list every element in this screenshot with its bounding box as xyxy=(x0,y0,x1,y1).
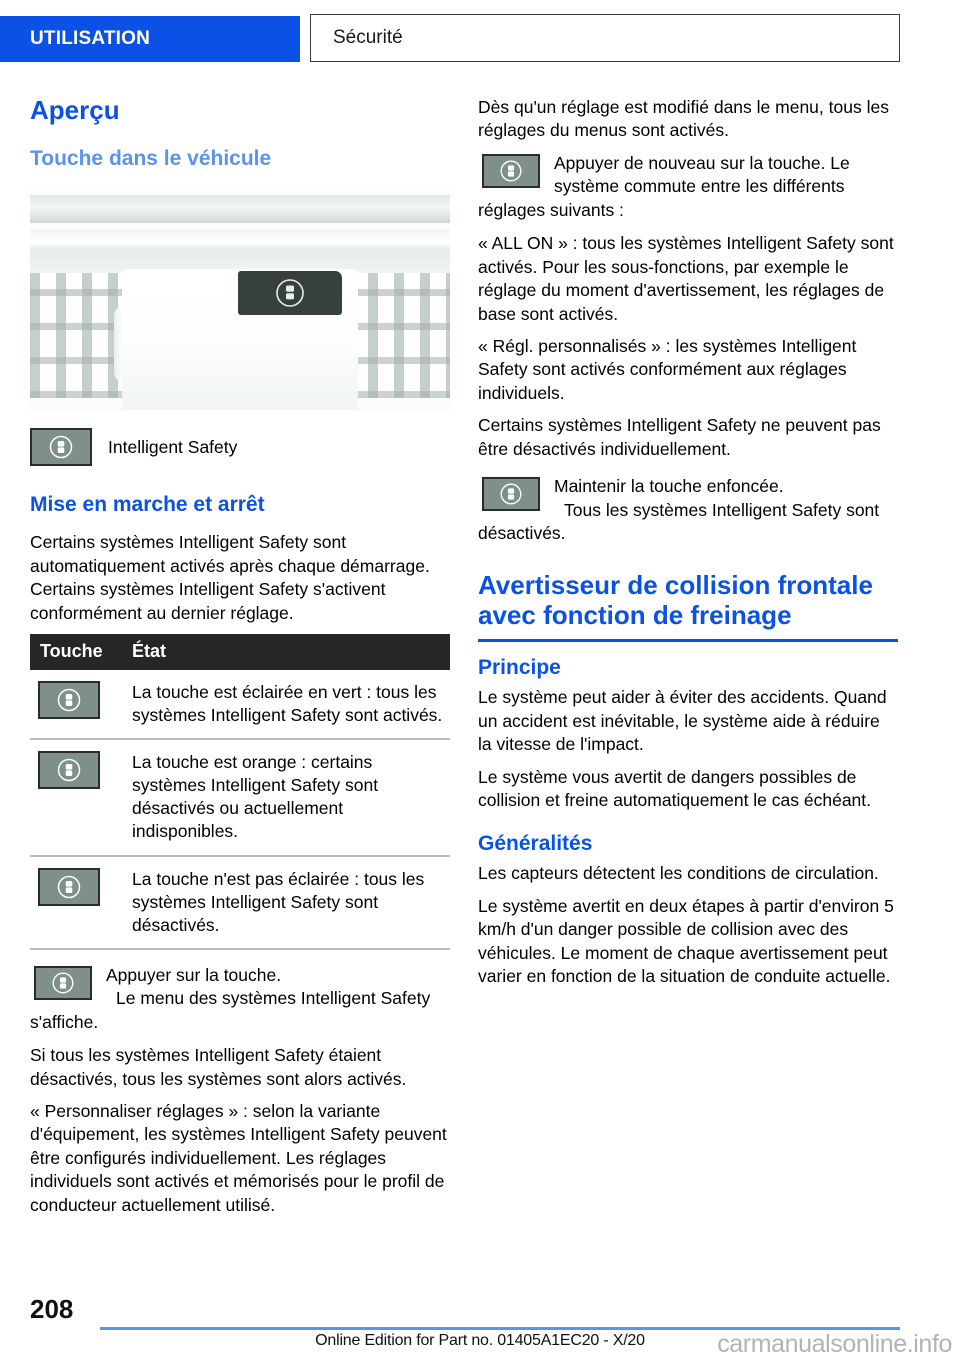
table-cell-icon xyxy=(30,856,122,949)
page-footer xyxy=(0,1290,960,1362)
table-row xyxy=(30,739,450,855)
after-step-paragraph-1: Si tous les systèmes Intelligent Safety étaient désactivés, tous les systèmes sont alors activés. xyxy=(30,1045,407,1089)
header-tab-utilisation[interactable]: UTILISATION xyxy=(0,16,300,62)
subsection-title-principe: Principe xyxy=(478,656,561,680)
step-action-text: Appuyer sur la touche. xyxy=(106,964,282,985)
dashboard-button-strip xyxy=(238,271,342,315)
section-title-mise-en-marche: Mise en marche et arrêt xyxy=(30,493,265,517)
startstop-paragraph: Certains systèmes Intelligent Safety sont automatiquement activés après chaque démarrage. Certains systèmes Intelligent Safety s'activent conformément au dernier réglage. xyxy=(30,532,430,623)
illustration-caption xyxy=(30,428,450,466)
table-col-etat: État xyxy=(122,634,450,670)
right-column xyxy=(478,96,898,998)
watermark-text: carmanualsonline.info xyxy=(717,1330,952,1358)
principe-paragraph-2: Le système vous avertit de dangers possibles de collision et freine automatiquement le cas échéant. xyxy=(478,766,872,810)
dashboard-illustration xyxy=(30,185,450,410)
principe-paragraph-1: Le système peut aider à éviter des accidents. Quand un accident est inévitable, le système aide à réduire la vitesse de l'impact. xyxy=(478,687,887,755)
step-press-again-text: Appuyer de nouveau sur la touche. Le système commute entre les différents réglages suivants : xyxy=(478,152,850,220)
vehicle-circle-icon xyxy=(46,432,76,462)
table-row xyxy=(30,856,450,949)
intelligent-safety-button-icon xyxy=(482,154,540,188)
step-hold-result-text: Tous les systèmes Intelligent Safety sont désactivés. xyxy=(478,499,880,543)
generalites-paragraph-1: Les capteurs détectent les conditions de circulation. xyxy=(478,863,879,884)
setting-paragraph-all-on: « ALL ON » : tous les systèmes Intelligent Safety sont activés. Pour les sous-fonctions, par exemple le réglage du moment d'avertissement, les réglages de base sont activés. xyxy=(478,233,894,324)
intelligent-safety-icon xyxy=(238,271,342,315)
vehicle-circle-icon xyxy=(497,157,525,185)
intelligent-safety-button-icon xyxy=(34,966,92,1000)
intelligent-safety-button-icon xyxy=(482,477,540,511)
intelligent-safety-button-icon xyxy=(38,681,100,719)
page-header xyxy=(0,16,960,62)
header-tab-securite[interactable]: Sécurité xyxy=(310,14,900,62)
section-title-touche-vehicule: Touche dans le véhicule xyxy=(30,146,272,170)
vehicle-circle-icon xyxy=(54,872,84,902)
step-press-again xyxy=(478,152,898,222)
vehicle-circle-icon xyxy=(54,755,84,785)
step-hold-action-text: Maintenir la touche enfoncée. xyxy=(554,476,784,497)
generalites-paragraph-2: Le système avertit en deux étapes à partir d'environ 5 km/h d'un danger possible de collision avec des véhicules. Le moment de chaque avertissement peut varier en fonction de la situation de conduite actuelle. xyxy=(478,895,894,987)
intelligent-safety-button-icon xyxy=(30,428,92,466)
table-cell-icon xyxy=(30,670,122,739)
intro-paragraph: Dès qu'un réglage est modifié dans le menu, tous les réglages du menus sont activés. xyxy=(478,97,889,141)
dashboard-lower-trim xyxy=(30,229,450,251)
states-table xyxy=(30,634,450,950)
vehicle-circle-icon xyxy=(497,480,525,508)
after-step-paragraph-2: « Personnaliser réglages » : selon la variante d'équipement, les systèmes Intelligent Safety peuvent être configurés individuellement. Les réglages individuels sont activés et mémorisés pour le profil de conducteur actuellement utilisé. xyxy=(30,1101,447,1215)
step-press-button xyxy=(30,964,450,1034)
caption-label: Intelligent Safety xyxy=(108,436,238,457)
step-result-text: Le menu des systèmes Intelligent Safety s'affiche. xyxy=(30,988,431,1032)
setting-paragraph-regl-personnalises: « Régl. personnalisés » : les systèmes Intelligent Safety sont activés conformément aux réglages individuels. xyxy=(478,335,857,403)
page-title: Aperçu xyxy=(30,95,120,125)
table-cell-state: La touche n'est pas éclairée : tous les systèmes Intelligent Safety sont désactivés. xyxy=(122,856,450,949)
table-cell-icon xyxy=(30,739,122,855)
table-cell-state: La touche est orange : certains systèmes Intelligent Safety sont désactivés ou actuellement indisponibles. xyxy=(122,739,450,855)
section-title-avertisseur-collision: Avertisseur de collision frontale avec fonction de freinage xyxy=(478,571,898,642)
footer-edition-note: Online Edition for Part no. 01405A1EC20 - X/20 xyxy=(315,1332,645,1349)
setting-paragraph-non-desactivables: Certains systèmes Intelligent Safety ne peuvent pas être désactivés individuellement. xyxy=(478,415,881,459)
intelligent-safety-button-icon xyxy=(38,868,100,906)
page-number: 208 xyxy=(30,1294,74,1324)
table-col-touche: Touche xyxy=(30,634,122,670)
left-column xyxy=(30,96,450,1226)
table-row xyxy=(30,670,450,739)
vehicle-circle-icon xyxy=(49,969,77,997)
vehicle-circle-icon xyxy=(54,685,84,715)
intelligent-safety-button-icon xyxy=(38,751,100,789)
dashboard-upper-trim xyxy=(30,195,450,223)
step-hold-button xyxy=(478,475,898,545)
subsection-title-generalites: Généralités xyxy=(478,832,593,856)
table-header-row xyxy=(30,634,450,670)
table-cell-state: La touche est éclairée en vert : tous les systèmes Intelligent Safety sont activés. xyxy=(122,670,450,739)
